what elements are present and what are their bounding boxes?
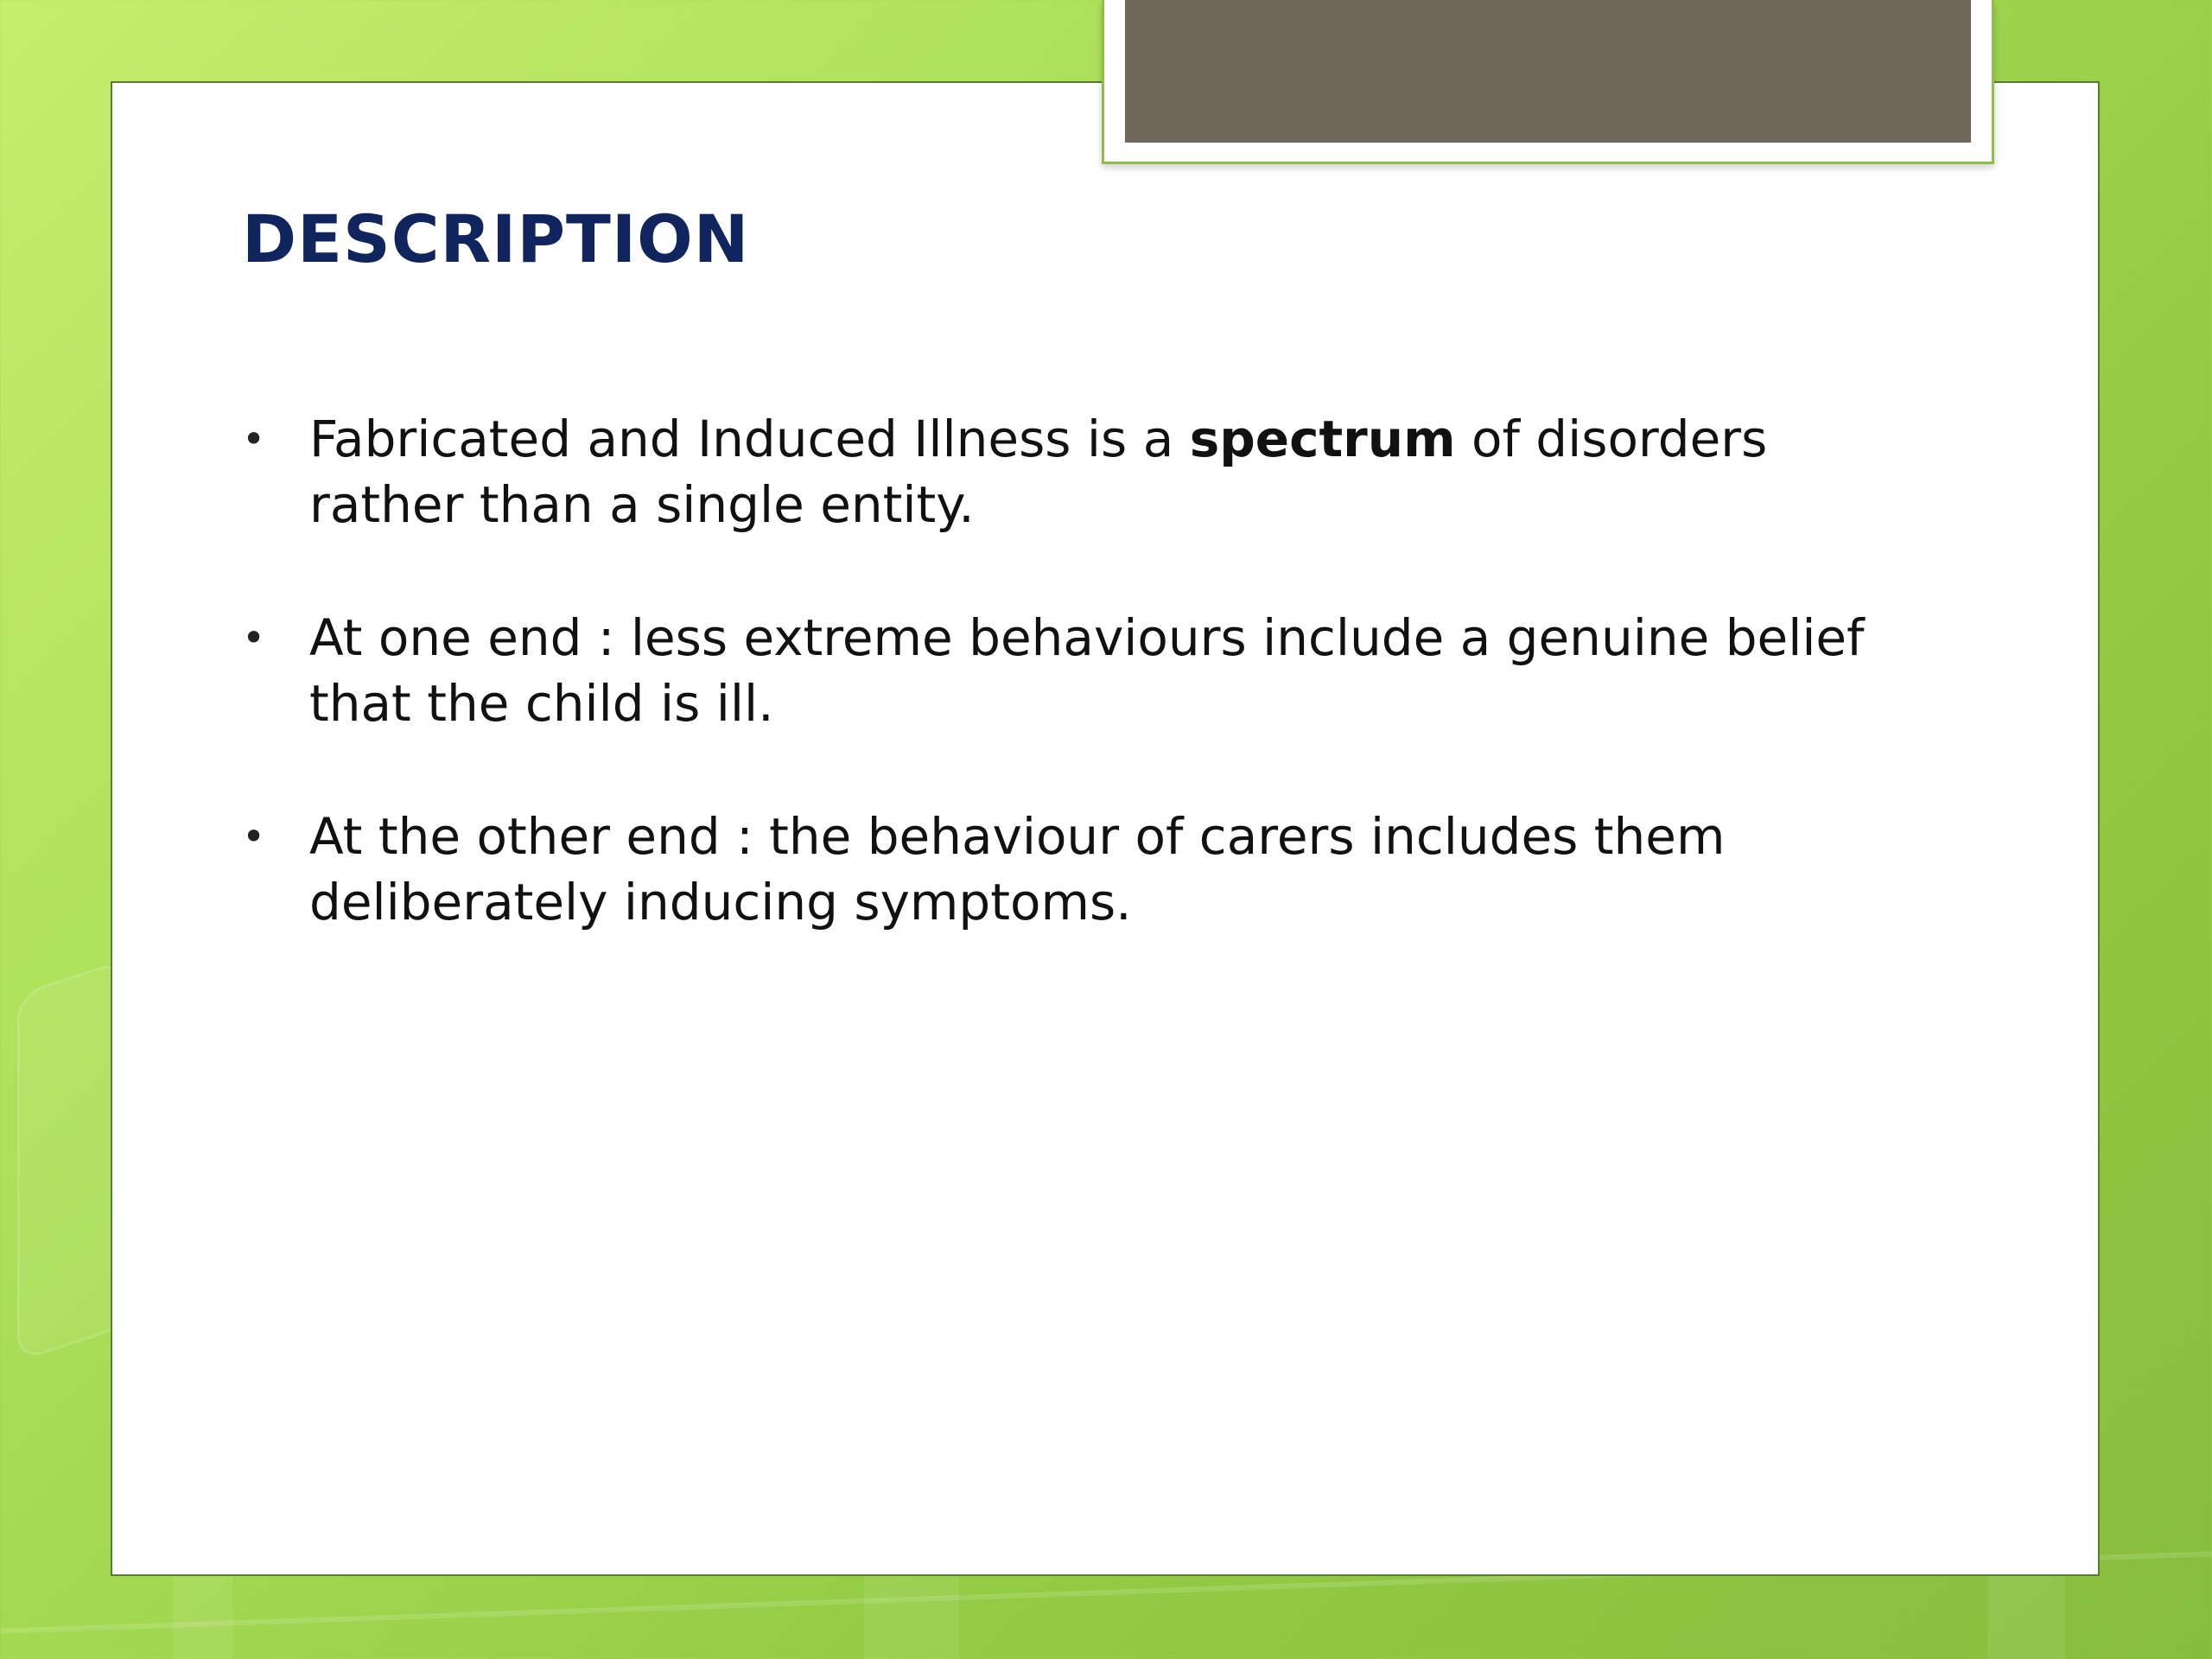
bullet-text: At one end : less extreme behaviours include a genuine belief that the child is ill. [309, 608, 1865, 733]
background-decor-bar [1987, 1573, 2065, 1659]
bullet-dot-icon: • [242, 416, 266, 462]
bullet-text: At the other end : the behaviour of carers includes them deliberately inducing symptoms. [309, 807, 1726, 931]
bullet-text-before: Fabricated and Induced Illness is a [309, 410, 1190, 468]
photo-frame [1102, 0, 1994, 164]
background-decor-bar [173, 1573, 233, 1659]
bullet-dot-icon: • [242, 813, 266, 860]
slide-title: DESCRIPTION [242, 200, 750, 277]
bullet-text [309, 410, 1767, 534]
background-decor-bar [864, 1573, 959, 1659]
bullet-text-after: of disorders rather than a single entity. [309, 410, 1768, 534]
bullet-dot-icon: • [242, 614, 266, 661]
photo-placeholder [1125, 0, 1971, 143]
bullet-item [233, 804, 1875, 935]
bullet-list [233, 406, 1875, 1002]
bullet-item [233, 605, 1875, 736]
bullet-text-emphasis: spectrum [1189, 410, 1456, 468]
bullet-item [233, 406, 1875, 537]
